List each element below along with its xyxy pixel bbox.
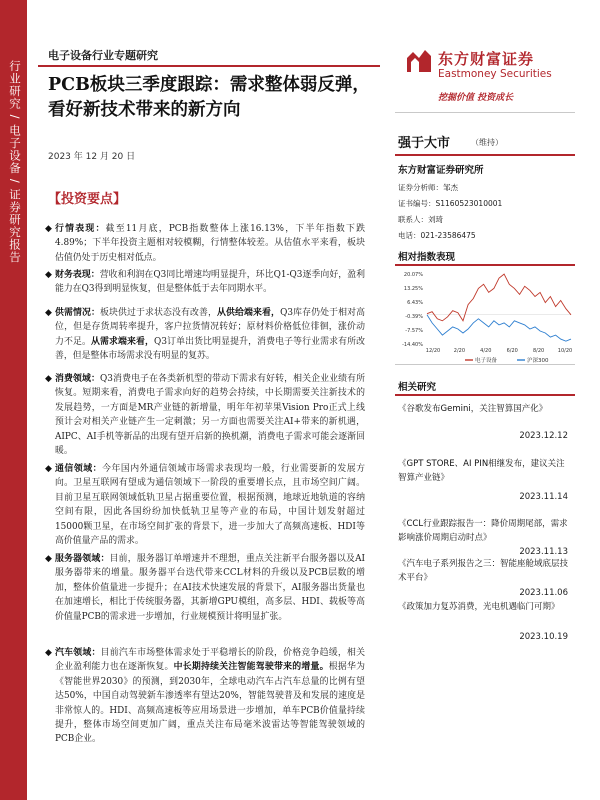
bullet-text: 板块供过于求状态没有改善，	[100, 308, 218, 318]
bullet-text: Q3消费电子在各类新机型的带动下需求有好转，相关企业业绩有所恢复。短期来看，消费电子需求向好的趋势会持续，中长期需要关注新技术的发展趋势，一方面是MR产业链的新增量，明年年初苹果Vision Pro正式上线预计会对相关产业链产生一定刺激；另一方面也需要关注AI+带来的新机遇，AIPC、AI手机等新品的出现有望开启新的换机潮，消费电子需求可能会逐渐回暖。	[55, 374, 366, 457]
report-title	[48, 73, 388, 123]
chart-ytick-label: 6.43%	[407, 300, 423, 306]
chart-ytick-label: -14.40%	[402, 342, 423, 348]
bullet-dot: ◆	[45, 224, 52, 234]
bullet-text: 截至11月底，PCB指数整体上涨16.13%，下半年指数下跌4.89%；下半年投资主题相对较模糊，行情整体较差。从估值水平来看，板块估值仍处于历史相对低点。	[55, 224, 365, 263]
chart-xtick-label: 10/20	[557, 348, 573, 354]
chart-ytick-label: 20.07%	[403, 272, 423, 278]
bullet-text: 根据华为《智能世界2030》的预测，到2030年，全球电动汽车占汽车总量的比例有望达50%，中国自动驾驶新车渗透率有望达20%，智能驾驶普及和发展的速度是非常惊人的。HDI、高频高速板等应用场景进一步增加，单车PCB价值量持续提升，整体市场空间更加广阔，重点关注布局毫米波雷达等智能驾驶领域的PCB企业。	[55, 662, 365, 745]
bullet-text: 今年国内外通信领域市场需求表现均一般，行业需要新的发展方向。卫星互联网有望成为通信领域下一阶段的重要增长点，且市场空间广阔。目前卫星互联网领域低轨卫星占据重要位置，根据预测，地球近地轨道的容纳空间有限，因此各国纷纷加快低轨卫星等产业的布局，中国计划发射超过15000颗卫星，在市场空间扩张的背景下，进一步加大了高频高速板、HDI等高价值量产品的需求。	[55, 464, 366, 547]
bullet-dot: ◆	[45, 374, 52, 384]
bullet-text: Q3库存仍处于相对高位，但是存货周转率提升，客户拉货情况转好；原材料价格低位徘徊，涨价动力不足。	[55, 308, 366, 347]
company-logo	[405, 46, 560, 86]
chart-xtick-label: 4/20	[480, 348, 492, 354]
bullet-head: 供需情况：	[55, 308, 101, 318]
chart-xtick-label: 2/20	[453, 348, 466, 354]
related-link[interactable]: 《谷歌发布Gemini，关注智算国产化》	[398, 404, 548, 414]
related-date: 2023.11.14	[519, 492, 568, 502]
bullet-market	[45, 222, 365, 265]
bullet-finance	[45, 268, 366, 297]
analyst: 证券分析师：邹杰	[398, 183, 458, 192]
side-category-bar	[0, 0, 27, 800]
bullet-auto	[45, 646, 365, 747]
chart-ytick-label: -7.57%	[405, 328, 423, 334]
related-link[interactable]: 《政策加力复苏消费，光电机遇临门可期》	[398, 602, 560, 612]
related-date: 2023.12.12	[519, 431, 568, 441]
bullet-head: 财务表现：	[55, 270, 100, 280]
company-logo-cn: 东方财富证券	[438, 50, 535, 68]
report-title-line1: PCB板块三季度跟踪：需求整体弱反弹，	[48, 75, 370, 95]
company-slogan: 挖掘价值 投资成长	[438, 93, 514, 103]
bullet-head: 行情表现：	[55, 224, 106, 234]
bullet-text: 目前，服务器订单增速并不理想，重点关注新平台服务器以及AI服务器带来的增量。服务器平台迭代带来CCL材料的升级以及PCB层数的增加，整体价值量进一步提升；在AI技术快速发展的背景下，AI服务器出货量也在加速增长，相比于传统服务器，其新增GPU模组，高多层、HDI、载板等高价值量PCB的需求进一步增加，行业规模预计将明显扩张。	[55, 554, 365, 622]
company-logo-icon	[405, 48, 433, 74]
company-logo-en: Eastmoney Securities	[438, 68, 552, 80]
bullet-head: 通信领域：	[55, 464, 103, 474]
bullet-text: 营收和利润在Q3同比增速均明显提升，环比Q1-Q3逐季向好，盈利能力在Q3得到明显恢复，但是整体低于去年同期水平。	[55, 270, 366, 295]
bullet-telecom	[45, 462, 366, 548]
chart-legend-label: 电子设备	[475, 358, 498, 364]
chart-xtick-label: 12/20	[425, 348, 441, 354]
rating-sub: （维持）	[471, 138, 503, 147]
bullet-dot: ◆	[45, 270, 52, 280]
right-divider	[395, 112, 575, 113]
bullet-consumer	[45, 372, 366, 458]
bullet-emphasis: 中长期持续关注智能驾驶带来的增量。	[173, 662, 329, 673]
bullet-dot: ◆	[45, 648, 52, 658]
contact: 联系人：刘琦	[398, 215, 443, 224]
bullet-supply	[45, 306, 366, 364]
bullet-server	[45, 552, 365, 624]
perf-title: 相对指数表现	[398, 252, 456, 263]
related-link[interactable]: 《GPT STORE、AI PIN相继发布，建议关注智算产业链》	[398, 459, 565, 483]
report-title-line2: 看好新技术带来的新方向	[48, 100, 241, 120]
relative-performance-chart	[395, 268, 575, 364]
institute-name: 东方财富证券研究所	[398, 165, 484, 176]
bullet-head: 服务器领域：	[55, 554, 110, 564]
bullet-dot: ◆	[45, 464, 52, 474]
chart-ytick-label: -0.39%	[405, 314, 423, 320]
chart-legend-label: 沪深300	[527, 358, 549, 364]
header-divider	[38, 65, 380, 67]
related-link[interactable]: 《CCL行业跟踪报告一：降价周期尾部，需求影响涨价周期启动时点》	[398, 519, 568, 543]
related-date: 2023.11.06	[519, 588, 568, 598]
chart-xtick-label: 6/20	[506, 348, 518, 354]
bullet-dot: ◆	[45, 554, 52, 564]
phone: 电话：021-23586475	[398, 231, 476, 240]
related-date: 2023.10.19	[519, 632, 568, 642]
rating-label: 强于大市	[398, 136, 451, 151]
right-divider	[395, 264, 575, 266]
report-date: 2023 年 12 月 20 日	[48, 152, 136, 162]
right-divider	[395, 394, 575, 396]
cert-number: 证书编号：S1160523010001	[398, 199, 503, 208]
right-divider	[395, 154, 575, 156]
related-date: 2023.11.13	[519, 547, 568, 557]
chart-series-line-0	[427, 274, 571, 321]
related-link[interactable]: 《汽车电子系列报告之三：智能座舱域底层技术平台》	[398, 559, 569, 583]
bullet-emphasis: 从需求端来看，	[91, 336, 155, 347]
bullet-text: 目前汽车市场整体需求处于平稳增长的阶段，价格竞争趋缓，相关企业盈利能力也在逐渐恢复。	[55, 648, 365, 673]
bullet-head: 消费领域：	[55, 374, 101, 384]
bullet-text: Q3订单出货比明显提升，消费电子等行业需求有所改善，但是整体市场需求没有明显的复苏。	[55, 336, 366, 362]
section-title: 【投资要点】	[48, 192, 127, 207]
bullet-dot: ◆	[45, 308, 52, 318]
side-category-text: 行业研究 / 电子设备 / 证券研究报告	[8, 60, 22, 264]
bullet-emphasis: 从供给端来看，	[217, 308, 281, 318]
report-category: 电子设备行业专题研究	[48, 49, 158, 62]
chart-series-line-1	[427, 315, 571, 341]
bullet-head: 汽车领域：	[55, 648, 101, 658]
related-title: 相关研究	[398, 382, 437, 393]
chart-xtick-label: 8/20	[532, 348, 545, 354]
right-divider	[395, 364, 575, 365]
chart-ytick-label: 13.25%	[403, 286, 423, 292]
